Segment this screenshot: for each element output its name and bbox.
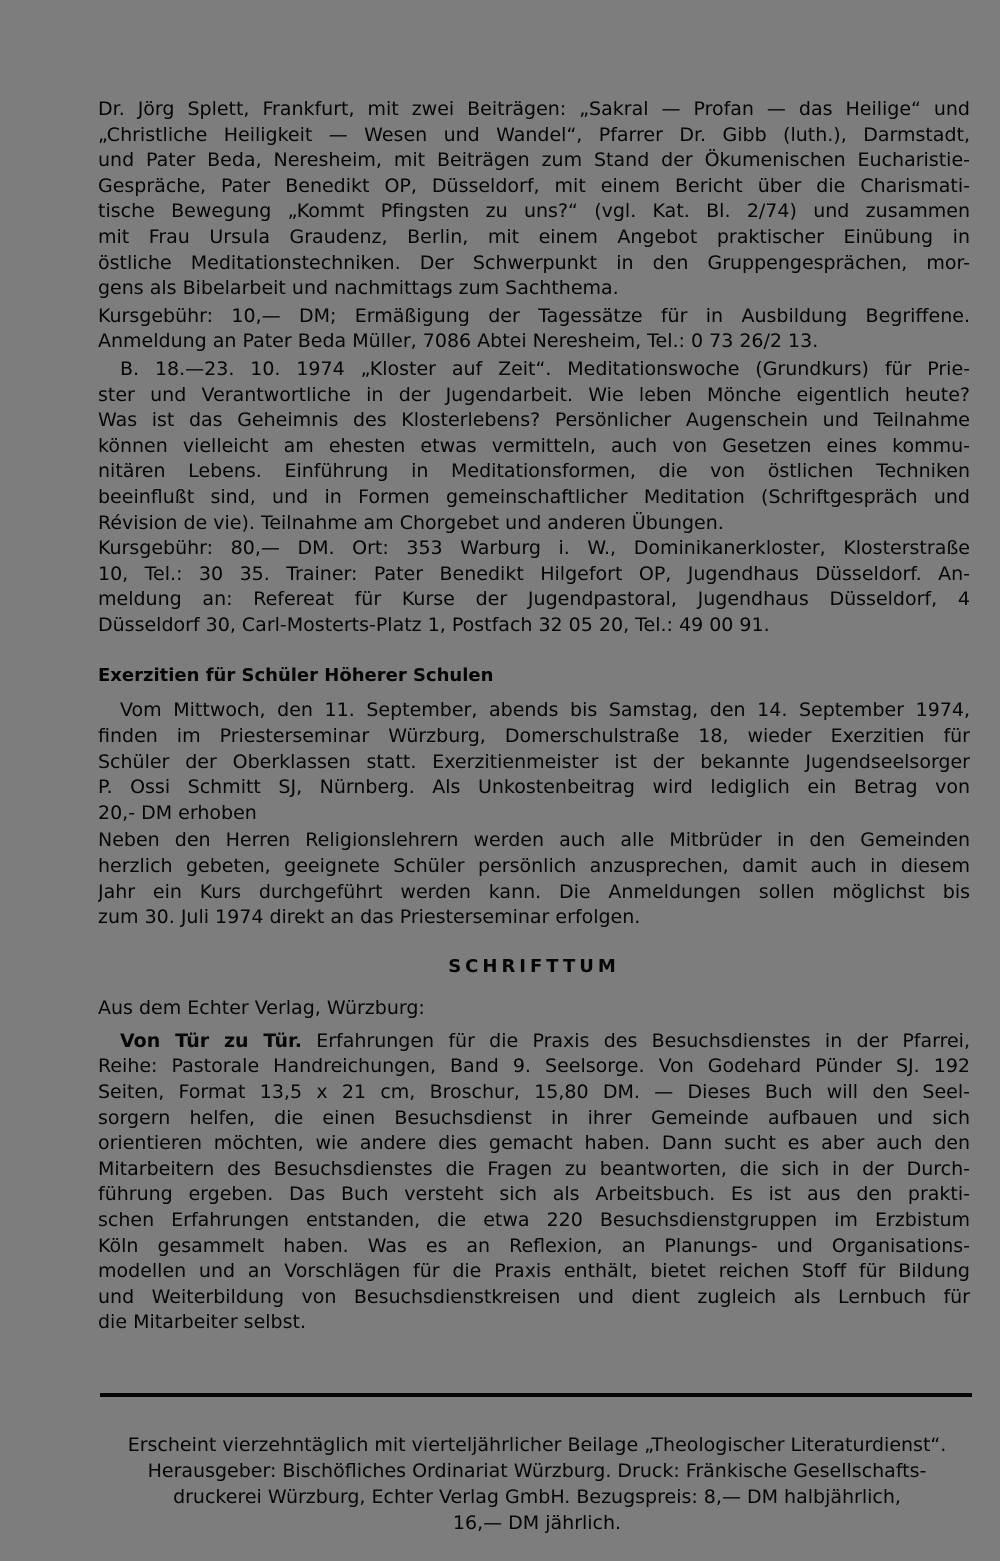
paragraph-fee-warburg <box>98 536 970 638</box>
paragraph-book-review <box>98 1029 970 1336</box>
text-line: Schüler der Oberklassen statt. Exerzitienmeister ist der bekannte Jugendseelsorger <box>98 750 970 773</box>
text-line: finden im Priesterseminar Würzburg, Domerschulstraße 18, wieder Exerzitien für <box>98 725 970 748</box>
book-title: Von Tür zu Tür. <box>120 1029 302 1052</box>
publication-footer <box>98 1432 976 1536</box>
text-line: Anmeldung an Pater Beda Müller, 7086 Abtei Neresheim, Tel.: 0 73 26/2 13. <box>98 330 819 353</box>
text-line: B. 18.—23. 10. 1974 „Kloster auf Zeit“. Meditationswoche (Grundkurs) für Prie- <box>120 357 970 380</box>
text-line <box>98 1029 970 1055</box>
text-line: ster und Verantwortliche in der Jugendarbeit. Wie leben Mönche eigentlich heute? <box>98 383 970 406</box>
paragraph-fee-neresheim <box>98 304 970 355</box>
text-line: modellen und an Vorschlägen für die Praxis enthält, bietet reichen Stoff für Bildung <box>98 1260 970 1283</box>
text-line: Révision de vie). Teilnahme am Chorgebet und anderen Übungen. <box>98 511 724 534</box>
paragraph-speakers <box>98 97 970 302</box>
text-line: herzlich gebeten, geeignete Schüler persönlich anzusprechen, damit auch in diesem <box>98 855 970 878</box>
text-line: und Pater Beda, Neresheim, mit Beiträgen zum Stand der Ökumenischen Eucharistie- <box>98 149 970 172</box>
text-line: Kursgebühr: 10,— DM; Ermäßigung der Tagessätze für in Ausbildung Begriffene. <box>98 304 970 327</box>
paragraph-exerzitien-request <box>98 828 970 930</box>
book-description-start: Erfahrungen für die Praxis des Besuchsdienstes in der Pfarrei, <box>301 1029 970 1052</box>
text-line: P. Ossi Schmitt SJ, Nürnberg. Als Unkostenbeitrag wird lediglich ein Betrag von <box>98 776 970 799</box>
text-line: können vielleicht am ehesten etwas vermitteln, auch von Gesetzen eines kommu- <box>98 434 970 457</box>
text-line: 20,- DM erhoben <box>98 801 257 824</box>
paragraph-kloster-auf-zeit <box>98 357 970 536</box>
text-line: beeinflußt sind, und in Formen gemeinschaftlicher Meditation (Schriftgespräch und <box>98 485 970 508</box>
text-line: tische Bewegung „Kommt Pfingsten zu uns?“ (vgl. Kat. Bl. 2/74) und zusammen <box>98 200 970 223</box>
section-heading-exerzitien: Exerzitien für Schüler Höherer Schulen <box>98 665 494 687</box>
footer-line: Herausgeber: Bischöfliches Ordinariat Würzburg. Druck: Fränkische Gesellschafts- <box>147 1460 927 1482</box>
footer-line: 16,— DM jährlich. <box>452 1512 622 1534</box>
text-line: Gespräche, Pater Benedikt OP, Düsseldorf, mit einem Bericht über die Charismati- <box>98 174 970 197</box>
text-line: Dr. Jörg Splett, Frankfurt, mit zwei Beiträgen: „Sakral — Profan — das Heilige“ und <box>98 98 970 120</box>
text-line: und Weiterbildung von Besuchsdienstkreisen und dient zugleich als Lernbuch für <box>98 1285 970 1308</box>
section-heading-schrifttum: SCHRIFTTUM <box>448 955 620 977</box>
text-line: schen Erfahrungen entstanden, die etwa 220 Besuchsdienstgruppen im Erzbistum <box>98 1208 970 1231</box>
text-line: östliche Meditationstechniken. Der Schwerpunkt in den Gruppengesprächen, mor- <box>98 251 970 274</box>
text-line: gens als Bibelarbeit und nachmittags zum Sachthema. <box>98 277 619 300</box>
text-line: sorgern helfen, die einen Besuchsdienst in ihrer Gemeinde aufbauen und sich <box>98 1106 970 1129</box>
text-line: Jahr ein Kurs durchgeführt werden kann. Die Anmeldungen sollen möglichst bis <box>98 880 970 903</box>
footer-line: Erscheint vierzehntäglich mit vierteljährlicher Beilage „Theologischer Literaturdienst“. <box>127 1434 947 1456</box>
footer-line: druckerei Würzburg, Echter Verlag GmbH. Bezugspreis: 8,— DM halbjährlich, <box>173 1486 901 1508</box>
text-line: mit Frau Ursula Graudenz, Berlin, mit einem Angebot praktischer Einübung in <box>98 225 970 248</box>
text-line: Neben den Herren Religionslehrern werden auch alle Mitbrüder in den Gemeinden <box>98 829 970 852</box>
text-line: Reihe: Pastorale Handreichungen, Band 9. Seelsorge. Von Godehard Pünder SJ. 192 <box>98 1055 970 1078</box>
text-line: Mitarbeitern des Besuchsdienstes die Fragen zu beantworten, die sich in der Durch- <box>98 1157 970 1180</box>
text-line: die Mitarbeiter selbst. <box>98 1311 306 1334</box>
text-line: Kursgebühr: 80,— DM. Ort: 353 Warburg i. W., Dominikanerkloster, Klosterstraße <box>98 537 970 560</box>
text-line: nitären Lebens. Einführung in Meditationsformen, die von östlichen Techniken <box>98 460 970 483</box>
paragraph-exerzitien-dates <box>98 698 970 826</box>
text-line: Köln gesammelt haben. Was es an Reflexion, an Planungs- und Organisations- <box>98 1234 970 1257</box>
publisher-line: Aus dem Echter Verlag, Würzburg: <box>98 996 425 1019</box>
text-line: „Christliche Heiligkeit — Wesen und Wandel“, Pfarrer Dr. Gibb (luth.), Darmstadt, <box>98 123 970 146</box>
text-line: Düsseldorf 30, Carl-Mosterts-Platz 1, Postfach 32 05 20, Tel.: 49 00 91. <box>98 613 770 636</box>
text-line: meldung an: Refereat für Kurse der Jugendpastoral, Jugendhaus Düsseldorf, 4 <box>98 588 970 611</box>
text-line: Seiten, Format 13,5 x 21 cm, Broschur, 15,80 DM. — Dieses Buch will den Seel- <box>98 1081 970 1103</box>
text-line: führung ergeben. Das Buch versteht sich als Arbeitsbuch. Es ist aus den prakti- <box>98 1183 970 1206</box>
text-line: orientieren möchten, wie andere dies gemacht haben. Dann sucht es aber auch den <box>98 1132 970 1155</box>
text-line: Was ist das Geheimnis des Klosterlebens? Persönlicher Augenschein und Teilnahme <box>98 409 970 432</box>
divider-rule <box>100 1393 972 1397</box>
text-line: Vom Mittwoch, den 11. September, abends bis Samstag, den 14. September 1974, <box>120 699 970 722</box>
main-text-column <box>98 97 970 1336</box>
text-line: zum 30. Juli 1974 direkt an das Priesterseminar erfolgen. <box>98 906 641 929</box>
text-line: 10, Tel.: 30 35. Trainer: Pater Benedikt Hilgefort OP, Jugendhaus Düsseldorf. An- <box>98 562 970 585</box>
